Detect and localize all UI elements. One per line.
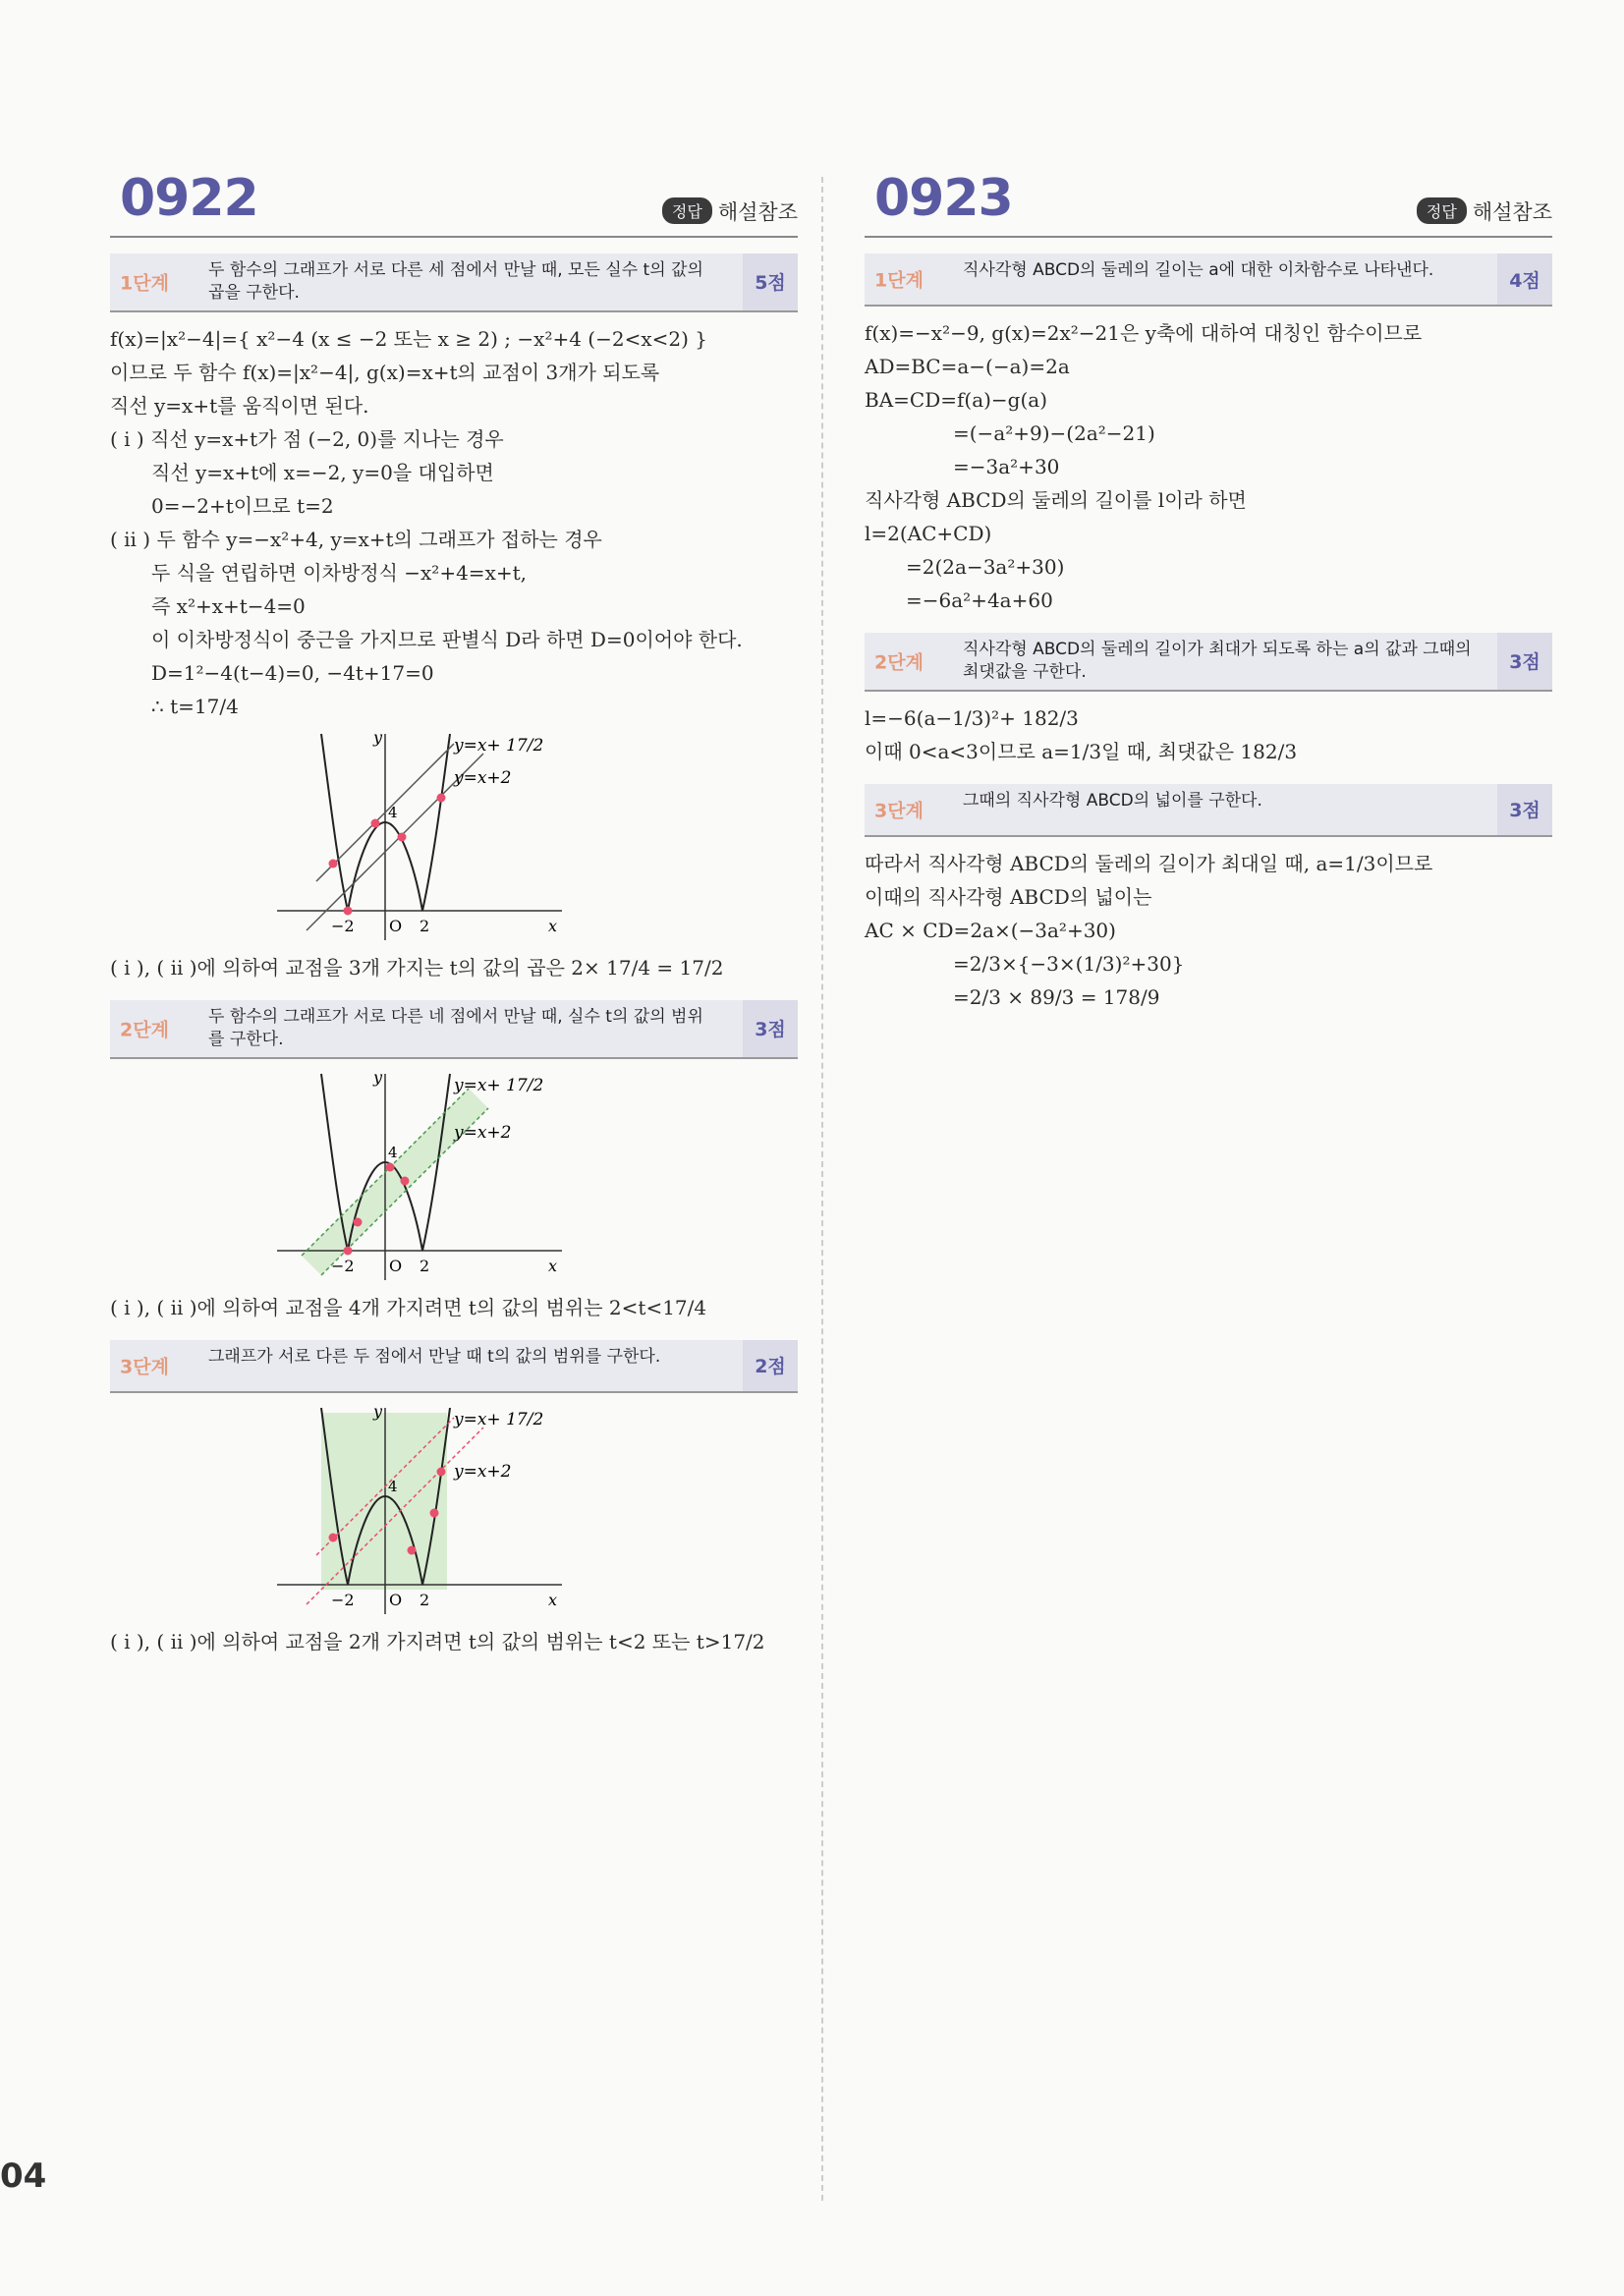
intersection-point (437, 793, 446, 802)
tick-label: −2 (331, 1256, 355, 1275)
solution-line: 이때의 직사각형 ABCD의 넓이는 (865, 884, 1152, 909)
step-label: 1단계 (874, 269, 924, 292)
solution-line: =2/3 × 89/3 = 178/9 (953, 984, 1160, 1009)
intersection-point (329, 1533, 338, 1541)
origin-label: O (389, 916, 403, 935)
conclusion: ( i ), ( ii )에 의하여 교점을 2개 가지려면 t의 값의 범위는 t<2 또는 t>17/2 (110, 1629, 765, 1653)
solution-line: 이 이차방정식이 중근을 가지므로 판별식 D라 하면 D=0이어야 한다. (151, 627, 743, 651)
solution-line: f(x)=−x²−9, g(x)=2x²−21은 y축에 대하여 대칭인 함수이므로 (865, 321, 1423, 345)
shaded-band (302, 1089, 488, 1275)
intersection-point (344, 906, 353, 915)
page-number: 04 (0, 2156, 47, 2196)
step-3-box (865, 784, 1552, 837)
solution-line: 이때 0<a<3이므로 a=1/3일 때, 최댓값은 182/3 (865, 739, 1298, 763)
vertex-label: 4 (388, 1143, 398, 1161)
intersection-point (437, 1467, 446, 1476)
solution-line: 직선 y=x+t에 x=−2, y=0을 대입하면 (151, 460, 494, 484)
problem-number: 0922 (120, 169, 258, 228)
problem-header (110, 169, 798, 238)
line-label: y=x+2 (454, 1122, 512, 1143)
step-2-box (865, 633, 1552, 692)
solution-line: l=2(AC+CD) (865, 522, 992, 545)
origin-label: O (389, 1256, 403, 1275)
answer-text: 해설참조 (717, 200, 798, 224)
answer-tag (662, 196, 798, 226)
solution-line: 0=−2+t이므로 t=2 (151, 493, 334, 518)
y-axis-label: y (373, 728, 383, 747)
step-points: 3점 (1497, 633, 1552, 690)
step-points: 4점 (1497, 253, 1552, 305)
step-label: 3단계 (120, 1356, 169, 1378)
x-axis-label: x (548, 1256, 558, 1275)
line-label: y=x+ 17/2 (454, 1075, 544, 1095)
step-3-box (110, 1340, 798, 1393)
step-points: 5점 (743, 253, 798, 310)
step-text: 두 함수의 그래프가 서로 다른 세 점에서 만날 때, 모든 실수 t의 값의 곱을 구한다. (208, 260, 703, 303)
conclusion: ( i ), ( ii )에 의하여 교점을 3개 가지는 t의 값의 곱은 2× 17/4 = 17/2 (110, 955, 724, 980)
intersection-point (408, 1545, 417, 1554)
x-axis-label: x (548, 1590, 558, 1609)
line-label: y=x+2 (454, 767, 512, 788)
step-points: 2점 (743, 1340, 798, 1391)
origin-label: O (389, 1590, 403, 1609)
column-divider (821, 177, 823, 2201)
graph-2 (277, 1069, 572, 1285)
problem-header (865, 169, 1552, 238)
x-axis-label: x (548, 916, 558, 935)
tick-label: 2 (420, 1590, 430, 1609)
answer-tag (1417, 196, 1552, 226)
vertex-label: 4 (388, 803, 398, 821)
graph-3 (277, 1403, 572, 1619)
problem-number: 0923 (874, 169, 1013, 228)
tick-label: 2 (420, 1256, 430, 1275)
step-points: 3점 (743, 1000, 798, 1057)
solution-line: 이므로 두 함수 f(x)=|x²−4|, g(x)=x+t의 교점이 3개가 되도록 (110, 360, 660, 384)
y-axis-label: y (373, 1402, 383, 1421)
solution-line: =(−a²+9)−(2a²−21) (953, 421, 1155, 445)
step-2-box (110, 1000, 798, 1059)
solution-line: 따라서 직사각형 ABCD의 둘레의 길이가 최대일 때, a=1/3이므로 (865, 851, 1433, 875)
step-label: 2단계 (120, 1019, 169, 1041)
step-label: 3단계 (874, 800, 924, 822)
problem-0923 (865, 169, 1552, 1014)
solution-line: =−3a²+30 (953, 455, 1060, 478)
line-label: y=x+ 17/2 (454, 1409, 544, 1429)
vertex-label: 4 (388, 1477, 398, 1495)
answer-text: 해설참조 (1472, 200, 1552, 224)
solution-line: 두 식을 연립하면 이차방정식 −x²+4=x+t, (151, 560, 527, 585)
tick-label: 2 (420, 916, 430, 935)
solution-line: AD=BC=a−(−a)=2a (865, 355, 1070, 378)
step-1-box (865, 253, 1552, 307)
intersection-point (371, 818, 380, 827)
step-label: 2단계 (874, 651, 924, 674)
intersection-point (386, 1162, 395, 1171)
step-label: 1단계 (120, 272, 169, 295)
intersection-point (344, 1246, 353, 1255)
solution-line: ( i ) 직선 y=x+t가 점 (−2, 0)를 지나는 경우 (110, 426, 504, 451)
solution-line: l=−6(a−1/3)²+ 182/3 (865, 705, 1079, 730)
intersection-point (398, 832, 407, 841)
solution-line: ∴ t=17/4 (151, 694, 239, 718)
tick-label: −2 (331, 916, 355, 935)
solution-line: D=1²−4(t−4)=0, −4t+17=0 (151, 660, 434, 685)
solution-line: ( ii ) 두 함수 y=−x²+4, y=x+t의 그래프가 접하는 경우 (110, 527, 602, 551)
solution-line: AC × CD=2a×(−3a²+30) (865, 918, 1116, 942)
step-text: 그때의 직사각형 ABCD의 넓이를 구한다. (963, 790, 1262, 811)
solution-line: 직사각형 ABCD의 둘레의 길이를 l이라 하면 (865, 488, 1247, 512)
solution-line: BA=CD=f(a)−g(a) (865, 388, 1048, 412)
shaded-region (321, 1413, 447, 1590)
step-points: 3점 (1497, 784, 1552, 835)
step-text: 그래프가 서로 다른 두 점에서 만날 때 t의 값의 범위를 구한다. (208, 1346, 661, 1367)
solution-line: f(x)=|x²−4|={ x²−4 (x ≤ −2 또는 x ≥ 2) ; −x²+4 (−2<x<2) } (110, 326, 707, 351)
step-text: 직사각형 ABCD의 둘레의 길이가 최대가 되도록 하는 a의 값과 그때의 최댓값을 구한다. (963, 640, 1472, 682)
intersection-point (401, 1176, 410, 1185)
step-text: 두 함수의 그래프가 서로 다른 네 점에서 만날 때, 실수 t의 값의 범위를 구한다. (208, 1006, 703, 1049)
intersection-point (430, 1508, 439, 1517)
graph-1 (277, 729, 572, 945)
step-text: 직사각형 ABCD의 둘레의 길이는 a에 대한 이차함수로 나타낸다. (963, 260, 1434, 280)
y-axis-label: y (373, 1068, 383, 1087)
problem-0922 (110, 169, 798, 1658)
solution-line: 직선 y=x+t를 움직이면 된다. (110, 393, 369, 418)
intersection-point (329, 859, 338, 868)
step-1-box (110, 253, 798, 312)
solution-line: 즉 x²+x+t−4=0 (151, 593, 306, 618)
solution-line: =2/3×{−3×(1/3)²+30} (953, 951, 1185, 976)
conclusion: ( i ), ( ii )에 의하여 교점을 4개 가지려면 t의 값의 범위는 2<t<17/4 (110, 1295, 707, 1319)
answer-badge: 정답 (662, 197, 712, 224)
solution-line: =2(2a−3a²+30) (906, 555, 1065, 579)
solution-line: =−6a²+4a+60 (906, 588, 1053, 612)
tick-label: −2 (331, 1590, 355, 1609)
intersection-point (354, 1217, 363, 1226)
line-label: y=x+ 17/2 (454, 735, 544, 756)
answer-badge: 정답 (1417, 197, 1467, 224)
line-label: y=x+2 (454, 1461, 512, 1482)
